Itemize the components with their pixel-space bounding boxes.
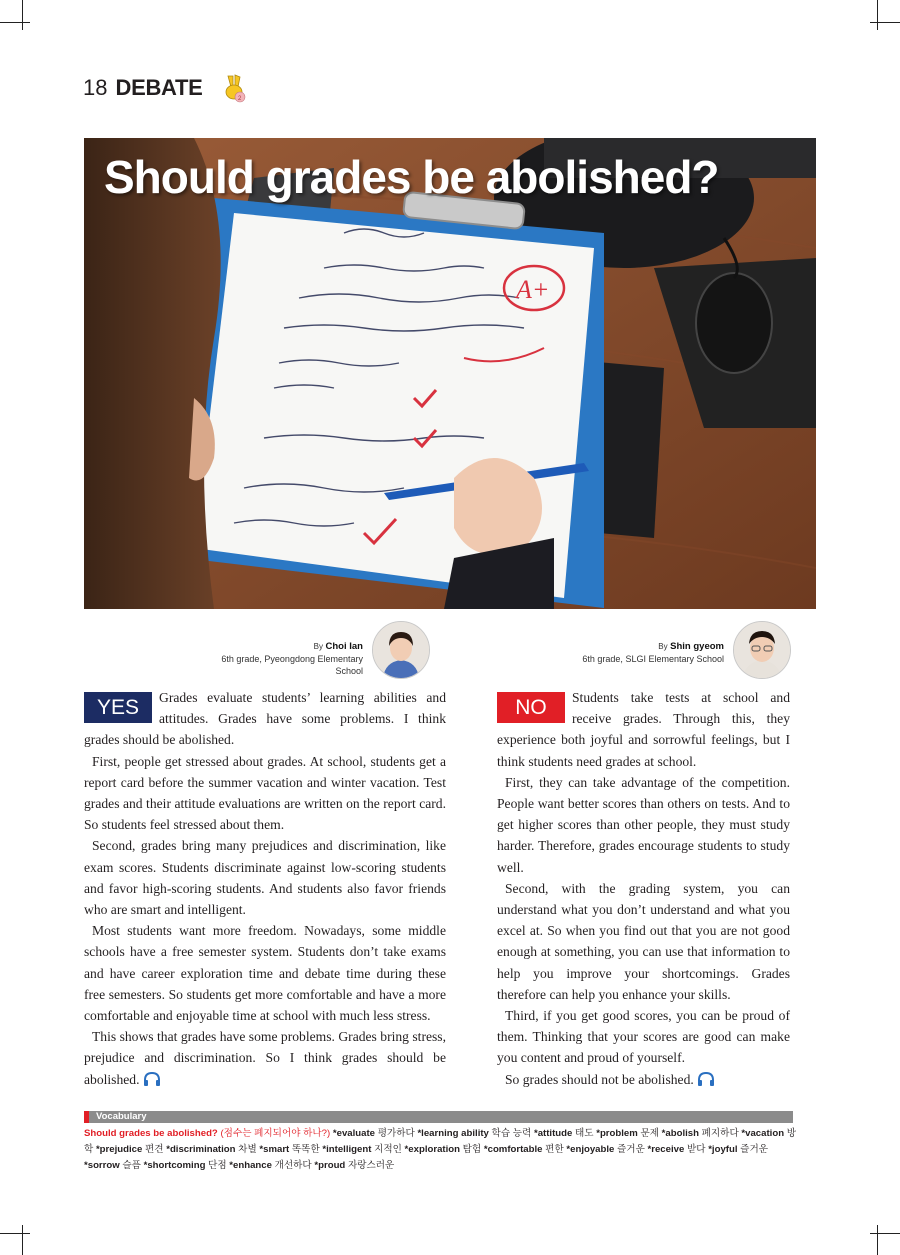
vocabulary-term: *shortcoming <box>140 1160 206 1171</box>
vocabulary-term: *abolish <box>659 1128 699 1139</box>
no-badge: NO <box>497 692 565 723</box>
vocabulary-meaning: 슬픔 <box>119 1160 141 1171</box>
vocabulary-meaning: 지적인 <box>371 1144 402 1155</box>
vocabulary-item <box>141 1160 227 1171</box>
crop-mark <box>877 1225 878 1255</box>
no-paragraph: So grades should not be abolished. <box>497 1069 790 1090</box>
vocabulary-term: *attitude <box>531 1128 573 1139</box>
vocabulary-item <box>402 1144 481 1155</box>
vocabulary-meaning: 개선하다 <box>271 1160 312 1171</box>
yes-paragraph: Grades evaluate students’ learning abilities and attitudes. Grades have some problems. I think grades should be abolished. <box>84 690 446 748</box>
vocabulary-meaning: 편견 <box>142 1144 164 1155</box>
vocabulary-question-ko: (점수는 폐지되어야 하나?) <box>220 1128 331 1139</box>
vocabulary-term: *discrimination <box>163 1144 236 1155</box>
vocabulary-term: *prejudice <box>93 1144 143 1155</box>
page-header <box>83 74 247 102</box>
vocabulary-term: *joyful <box>705 1144 738 1155</box>
vocabulary-term: *enhance <box>226 1160 272 1171</box>
vocabulary-item <box>312 1160 395 1171</box>
vocabulary-term: *proud <box>311 1160 346 1171</box>
vocabulary-label: Vocabulary <box>96 1111 147 1122</box>
byline-no <box>580 640 724 665</box>
crop-mark <box>0 1233 30 1234</box>
byline-by: By <box>313 642 323 651</box>
vocabulary-question: Should grades be abolished? <box>84 1128 218 1139</box>
vocabulary-meaning: 탐험 <box>460 1144 482 1155</box>
vocabulary-meaning: 즐거운 <box>614 1144 645 1155</box>
vocabulary-term: *smart <box>256 1144 290 1155</box>
avatar-yes <box>372 621 430 679</box>
vocabulary-item <box>320 1144 402 1155</box>
yes-paragraph: Most students want more freedom. Nowadays, some middle schools have a free semester system. Students don’t take exams and have career exploration time and debate time during these free semesters. So students get more comfortable and have a more comfortable and enjoyable time at school with much less stress. <box>84 923 446 1024</box>
vocabulary-meaning: 태도 <box>572 1128 594 1139</box>
yes-paragraph: Second, grades bring many prejudices and discrimination, like exam scores. Students discriminate against low-scoring students and favor high-scoring students. And students also favor friends who are smart and intelligent. <box>84 838 446 918</box>
vocabulary-term: *exploration <box>401 1144 460 1155</box>
vocabulary-item <box>333 1128 415 1139</box>
yes-paragraph: First, people get stressed about grades. At school, students get a report card before the summer vacation and winter vacation. Test grades and their attitude evaluations are written on the report card. So students feel stressed about them. <box>84 753 446 833</box>
yes-paragraph: This shows that grades have some problems. Grades bring stress, prejudice and discrimination. So I think grades should be abolished. <box>84 1029 446 1087</box>
vocabulary-meaning: 단점 <box>205 1160 227 1171</box>
vocabulary-term: *sorrow <box>84 1160 120 1171</box>
vocabulary-meaning: 즐거운 <box>737 1144 768 1155</box>
headphones-icon[interactable] <box>697 1072 715 1086</box>
vocabulary-item <box>659 1128 739 1139</box>
vocabulary-item <box>645 1144 706 1155</box>
vocabulary-meaning: 학습 능력 <box>488 1128 532 1139</box>
vocabulary-item <box>531 1128 593 1139</box>
vocabulary-item <box>93 1144 163 1155</box>
yes-badge: YES <box>84 692 152 723</box>
vocabulary-term: *learning ability <box>414 1128 489 1139</box>
hero-photo <box>84 138 816 609</box>
no-paragraph: First, they can take advantage of the competition. People want better scores than others on tests. And to get higher scores than other people, they must study harder. Therefore, grades encourage students to study well. <box>497 774 790 875</box>
vocabulary-meaning: 방학 <box>84 1128 796 1155</box>
vocabulary-meaning: 평가하다 <box>375 1128 415 1139</box>
vocabulary-meaning: 차별 <box>235 1144 257 1155</box>
article-title: Should grades be abolished? <box>104 151 719 203</box>
section-title: DEBATE <box>115 75 203 100</box>
no-column <box>497 687 790 1090</box>
vocabulary-meaning: 자랑스러운 <box>345 1160 395 1171</box>
vocabulary-item <box>227 1160 312 1171</box>
yes-column <box>84 687 446 1090</box>
avatar-no <box>733 621 791 679</box>
no-paragraph: Second, with the grading system, you can understand what you don’t understand and what you excel at. So when you find out that you are not good enough at something, you can use that information to help you improve your shortcomings. Grades therefore can help you enhance your skills. <box>497 880 790 1002</box>
vocabulary-item <box>706 1144 768 1155</box>
byline-yes <box>200 640 363 677</box>
hero-illustration <box>84 138 816 609</box>
crop-mark <box>870 1233 900 1234</box>
vocabulary-term: *evaluate <box>332 1128 376 1139</box>
vocabulary-item <box>164 1144 257 1155</box>
vocabulary-term: *vacation <box>738 1128 785 1139</box>
author-school: 6th grade, SLGI Elementary School <box>582 654 724 664</box>
headphones-icon[interactable] <box>143 1072 161 1086</box>
crop-mark <box>870 22 900 23</box>
vocabulary-term: *intelligent <box>319 1144 372 1155</box>
vocabulary-item <box>257 1144 320 1155</box>
author-school: 6th grade, Pyeongdong Elementary School <box>221 654 363 676</box>
vocabulary-meaning: 폐지하다 <box>698 1128 739 1139</box>
vocabulary-bar <box>84 1111 793 1123</box>
vocabulary-term: *receive <box>644 1144 685 1155</box>
vocabulary-item <box>594 1128 659 1139</box>
vocabulary-item <box>415 1128 532 1139</box>
author-name: Choi Ian <box>325 641 363 652</box>
vocabulary-meaning: 받다 <box>684 1144 706 1155</box>
crop-mark <box>22 1225 23 1255</box>
vocabulary-list <box>84 1126 796 1174</box>
vocabulary-item <box>564 1144 645 1155</box>
crop-mark <box>877 0 878 30</box>
crop-mark <box>0 22 30 23</box>
vocabulary-item <box>84 1160 141 1171</box>
vocabulary-meaning: 편한 <box>542 1144 564 1155</box>
vocabulary-item <box>481 1144 564 1155</box>
vocabulary-meaning: 똑똑한 <box>289 1144 320 1155</box>
svg-text:A+: A+ <box>516 275 550 304</box>
vocabulary-meaning: 문제 <box>637 1128 659 1139</box>
vocabulary-term: *problem <box>593 1128 638 1139</box>
no-paragraph: Third, if you get good scores, you can be proud of them. Thinking that your scores are good can make you content and proud of yourself. <box>497 1008 790 1066</box>
byline-by: By <box>658 642 668 651</box>
crop-mark <box>22 0 23 30</box>
page-number: 18 <box>83 75 108 100</box>
no-paragraph: Students take tests at school and receive grades. Through this, they experience both joyful and sorrowful feelings, but I think students need grades at school. <box>497 690 790 769</box>
svg-text:2: 2 <box>237 96 241 102</box>
vocabulary-accent <box>84 1111 89 1123</box>
author-name: Shin gyeom <box>670 641 724 652</box>
vocabulary-term: *enjoyable <box>563 1144 615 1155</box>
vocabulary-term: *comfortable <box>481 1144 543 1155</box>
victory-hand-icon <box>221 73 247 103</box>
